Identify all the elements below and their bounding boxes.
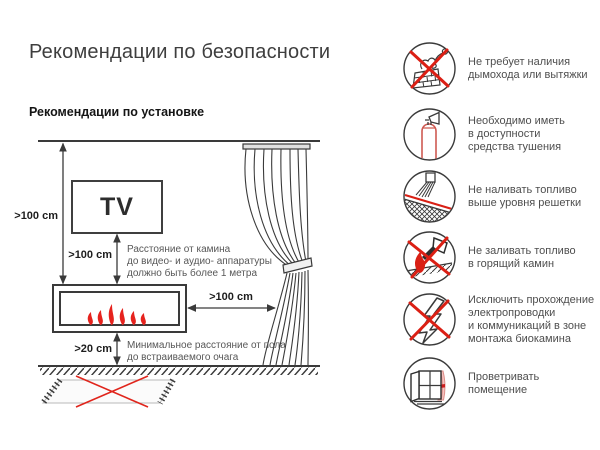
fireplace-box — [53, 285, 186, 332]
tv-label: TV — [100, 192, 134, 221]
safety-item-text — [468, 56, 588, 82]
no-refill-burning-icon — [402, 230, 457, 285]
safety-text-line: монтажа биокамина — [468, 332, 571, 345]
no-wiring-icon — [402, 292, 457, 347]
safety-item-no-wiring — [402, 292, 598, 347]
floor-line — [38, 366, 320, 375]
safety-item-fuel-level — [402, 169, 598, 224]
safety-text-line: Исключить прохождение — [468, 293, 595, 306]
no-rug-icon — [43, 376, 173, 407]
safety-text-line: Необходимо иметь — [468, 115, 565, 127]
no-chimney-icon — [402, 41, 457, 96]
safety-text-line: выше уровня решетки — [468, 196, 582, 209]
tv-note-line: должно быть более 1 метра — [127, 268, 257, 279]
safety-text-line: Не заливать топливо — [468, 244, 576, 257]
curtain-distance-label: >100 cm — [209, 291, 253, 303]
safety-item-no-chimney — [402, 41, 598, 96]
safety-text-line: средства тушения — [468, 141, 562, 153]
safety-text-line: электропроводки — [468, 306, 556, 319]
safety-item-text — [468, 294, 594, 346]
section-title: Рекомендации по установке — [29, 105, 205, 119]
floor-distance-label: >20 cm — [74, 343, 112, 355]
tv-distance-label: >100 cm — [68, 249, 112, 261]
floor-note-line: до встраиваемого очага — [127, 352, 239, 363]
safety-text-line: дымохода или вытяжки — [468, 68, 588, 81]
safety-item-text — [468, 245, 576, 271]
floor-note-line: Минимальное расстояние от пола — [127, 340, 286, 351]
safety-item-text — [468, 184, 581, 210]
floor-distance-note — [127, 340, 286, 364]
safety-text-line: Проветривать — [468, 370, 540, 383]
safety-item-text — [468, 115, 565, 154]
safety-text-line: Не наливать топливо — [468, 183, 577, 196]
safety-item-no-refill — [402, 230, 598, 285]
safety-text-line: в горящий камин — [468, 257, 555, 270]
ceiling-distance-label: >100 cm — [14, 210, 58, 222]
fire-extinguisher-icon — [402, 107, 457, 162]
tv-distance-note — [127, 244, 272, 280]
safety-text-line: Не требует наличия — [468, 55, 571, 68]
safety-text-line: в доступности — [468, 128, 541, 140]
safety-text-line: и коммуникаций в зоне — [468, 319, 587, 332]
tv-note-line: до видео- и аудио- аппаратуры — [127, 256, 272, 267]
safety-item-extinguisher — [402, 107, 598, 162]
safety-item-ventilate — [402, 356, 598, 411]
safety-text-line: помещение — [468, 383, 528, 396]
tv-note-line: Расстояние от камина — [127, 244, 231, 255]
page-title: Рекомендации по безопасности — [29, 41, 331, 63]
safety-item-text — [468, 371, 539, 397]
ventilate-icon — [402, 356, 457, 411]
fuel-level-icon — [402, 169, 457, 224]
